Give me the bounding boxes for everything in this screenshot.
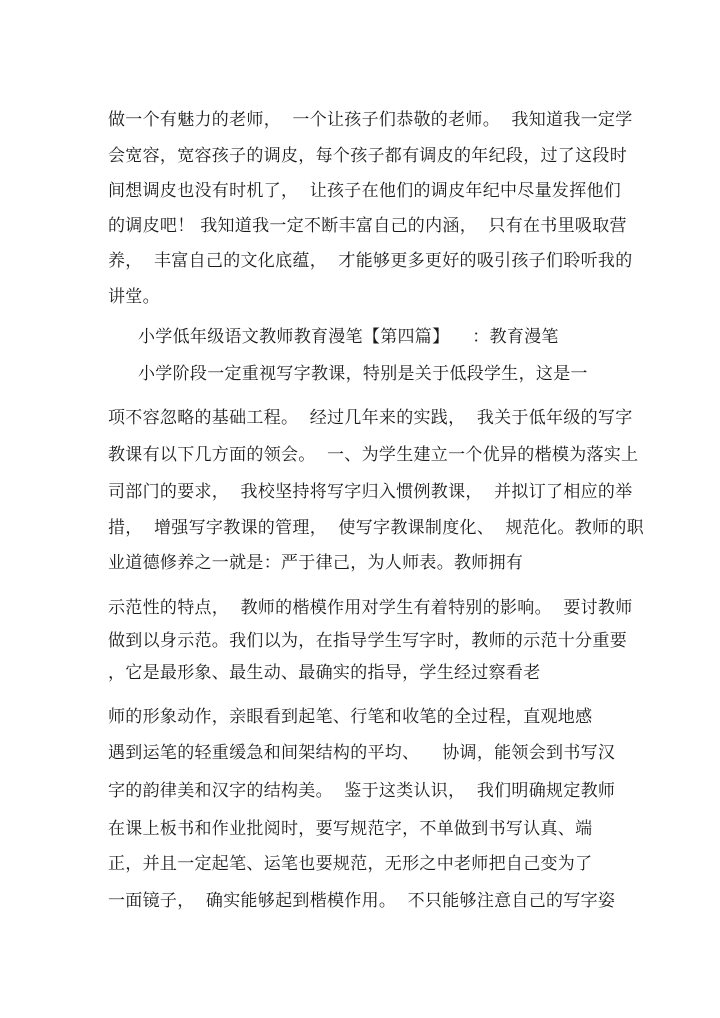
paragraph-line: 的调皮吧！ 我知道我一定不断丰富自己的内涵， 只有在书里吸取营 bbox=[108, 216, 627, 236]
paragraph-line: 师的形象动作，亲眼看到起笔、行笔和收笔的全过程，直观地感 bbox=[108, 707, 593, 727]
paragraph-line: 在课上板书和作业批阅时，要写规范字，不单做到书写认真、端 bbox=[108, 819, 593, 839]
paragraph-line: 做到以身示范。我们以为，在指导学生写字时，教师的示范十分重要 bbox=[108, 631, 627, 651]
paragraph-line: 小学阶段一定重视写字教课，特别是关于低段学生，这是一 bbox=[138, 364, 588, 384]
paragraph-line: 教课有以下几方面的领会。 一、为学生建立一个优异的楷模为落实上 bbox=[108, 445, 639, 465]
paragraph-line: ，它是最形象、最生动、最确实的指导，学生经过察看老 bbox=[108, 663, 541, 683]
paragraph-line: 做一个有魅力的老师， 一个让孩子们恭敬的老师。 我知道我一定学 bbox=[108, 110, 633, 130]
paragraph-line: 讲堂。 bbox=[108, 287, 160, 307]
paragraph-line: 一面镜子， 确实能够起到楷模作用。 不只能够注意自己的写字姿 bbox=[108, 891, 616, 911]
paragraph-line: 项不容忽略的基础工程。 经过几年来的实践， 我关于低年级的写字 bbox=[108, 408, 633, 428]
paragraph-line: 示范性的特点， 教师的楷模作用对学生有着特别的影响。 要讨教师 bbox=[108, 598, 633, 618]
paragraph-line: 字的韵律美和汉字的结构美。 鉴于这类认识， 我们明确规定教师 bbox=[108, 781, 616, 801]
paragraph-line: 养， 丰富自己的文化底蕴， 才能够更多更好的吸引孩子们聆听我的 bbox=[108, 251, 633, 271]
paragraph-line: 正，并且一定起笔、运笔也要规范，无形之中老师把自己变为了 bbox=[108, 854, 593, 874]
paragraph-line: 遇到运笔的轻重缓急和间架结构的平均、 协调，能领会到书写汉 bbox=[108, 743, 616, 763]
paragraph-line: 措， 增强写字教课的管理， 使写字教课制度化、 规范化。教师的职 bbox=[108, 518, 644, 538]
section-heading: 小学低年级语文教师教育漫笔【第四篇】 ：教育漫笔 bbox=[138, 327, 559, 347]
paragraph-line: 司部门的要求， 我校坚持将写字归入惯例教课， 并拟订了相应的举 bbox=[108, 482, 633, 502]
paragraph-line: 业道德修养之一就是：严于律己，为人师表。教师拥有 bbox=[108, 553, 524, 573]
paragraph-line: 会宽容，宽容孩子的调皮，每个孩子都有调皮的年纪段，过了这段时 bbox=[108, 146, 627, 166]
paragraph-line: 间想调皮也没有时机了， 让孩子在他们的调皮年纪中尽量发挥他们 bbox=[108, 181, 622, 201]
